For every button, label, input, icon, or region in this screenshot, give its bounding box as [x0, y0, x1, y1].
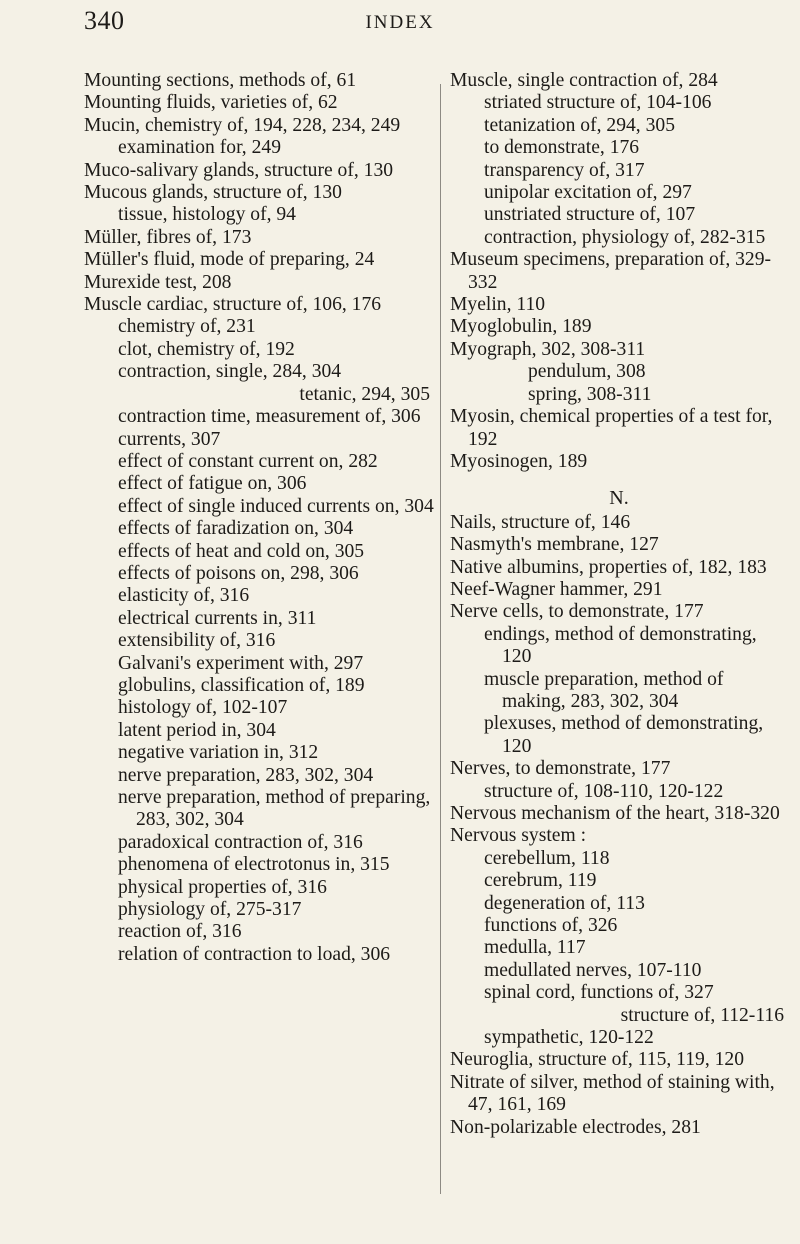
- index-entry: Nerve cells, to demonstrate, 177: [450, 601, 704, 623]
- index-subentry: unipolar excitation of, 297: [484, 182, 692, 204]
- index-entry: Myelin, 110: [450, 294, 546, 316]
- index-subentry: effects of poisons on, 298, 306: [118, 562, 359, 584]
- index-subentry: sympathetic, 120-122: [484, 1027, 654, 1049]
- index-entry: Nasmyth's membrane, 127: [450, 534, 659, 556]
- index-entry: Mounting fluids, varieties of, 62: [84, 92, 338, 114]
- index-entry: Nervous system :: [450, 825, 587, 847]
- page-header: [0, 6, 800, 46]
- index-subentry: unstriated structure of, 107: [484, 204, 696, 226]
- index-subentry: nerve preparation, method of preparing, 283, 302, 304: [118, 787, 431, 831]
- index-subentry: paradoxical contraction of, 316: [118, 831, 363, 853]
- index-subentry: cerebellum, 118: [484, 847, 610, 869]
- index-subentry: transparency of, 317: [484, 159, 645, 181]
- index-subentry: contraction time, measurement of, 306: [118, 406, 421, 428]
- index-subentry: effect of fatigue on, 306: [118, 473, 307, 495]
- column-divider: [440, 84, 441, 1194]
- index-entry: Nerves, to demonstrate, 177: [450, 758, 671, 780]
- index-entry: Neef-Wagner hammer, 291: [450, 578, 663, 600]
- index-subentry: contraction, single, 284, 304: [118, 361, 342, 383]
- index-subentry: currents, 307: [118, 428, 221, 450]
- index-entry: Mucous glands, structure of, 130: [84, 182, 342, 204]
- index-subentry: structure of, 108-110, 120-122: [484, 780, 724, 802]
- index-entry: Muscle cardiac, structure of, 106, 176: [84, 294, 382, 316]
- index-subentry: medullated nerves, 107-110: [484, 959, 702, 981]
- index-entry: Myosinogen, 189: [450, 450, 588, 472]
- index-subentry: tetanization of, 294, 305: [484, 114, 675, 136]
- index-entry: Myosin, chemical properties of a test for, 192: [450, 406, 773, 450]
- index-subentry: phenomena of electrotonus in, 315: [118, 854, 390, 876]
- index-entry: Non-polarizable electrodes, 281: [450, 1116, 701, 1138]
- index-subentry: endings, method of demonstrating, 120: [484, 623, 757, 668]
- index-entry: Nervous mechanism of the heart, 318-320: [450, 803, 780, 824]
- index-subentry: spring, 308-311: [528, 383, 652, 405]
- index-subentry: reaction of, 316: [118, 921, 242, 943]
- index-subentry: latent period in, 304: [118, 719, 276, 741]
- index-subentry: medulla, 117: [484, 937, 586, 959]
- index-entry: Nitrate of silver, method of staining with, 47, 161, 169: [450, 1071, 775, 1116]
- index-entry: Muscle, single contraction of, 284: [450, 70, 718, 91]
- index-subentry: elasticity of, 316: [118, 585, 250, 607]
- index-column-right: [450, 70, 788, 1139]
- index-subentry: striated structure of, 104-106: [484, 92, 712, 114]
- index-subentry: relation of contraction to load, 306: [118, 943, 391, 965]
- index-entry: Müller's fluid, mode of preparing, 24: [84, 249, 375, 271]
- index-entry: Mounting sections, methods of, 61: [84, 70, 357, 91]
- index-subentry: cerebrum, 119: [484, 870, 597, 892]
- index-subentry: physiology of, 275-317: [118, 899, 302, 921]
- index-entry: Native albumins, properties of, 182, 183: [450, 556, 767, 578]
- index-subentry: plexuses, method of demonstrating, 120: [484, 713, 764, 757]
- index-subentry: contraction, physiology of, 282-315: [484, 226, 766, 248]
- index-subentry: electrical currents in, 311: [118, 607, 317, 629]
- index-entry: Muco-salivary glands, structure of, 130: [84, 159, 394, 181]
- index-subentry: effect of constant current on, 282: [118, 450, 378, 472]
- index-entry: Mucin, chemistry of, 194, 228, 234, 249: [84, 114, 401, 136]
- index-subentry: functions of, 326: [484, 915, 618, 937]
- page-number: 340: [84, 6, 125, 35]
- index-entry: Neuroglia, structure of, 115, 119, 120: [450, 1049, 745, 1071]
- index-column-left: [84, 70, 434, 966]
- index-subentry: tetanic, 294, 305: [299, 383, 430, 405]
- index-subentry: nerve preparation, 283, 302, 304: [118, 764, 374, 786]
- index-subentry: examination for, 249: [118, 137, 281, 159]
- index-entry: Museum specimens, preparation of, 329-332: [450, 249, 772, 293]
- index-subentry: pendulum, 308: [528, 361, 646, 383]
- index-entry: Müller, fibres of, 173: [84, 226, 252, 248]
- running-title: INDEX: [365, 12, 435, 33]
- index-subentry: physical properties of, 316: [118, 876, 327, 898]
- index-subentry: effects of faradization on, 304: [118, 518, 354, 540]
- index-subentry: extensibility of, 316: [118, 630, 276, 652]
- index-subentry: muscle preparation, method of making, 283, 302, 304: [484, 668, 724, 712]
- section-letter-heading: N.: [609, 487, 629, 510]
- index-subentry: effect of single induced currents on, 304: [118, 495, 434, 517]
- index-subentry: histology of, 102-107: [118, 697, 288, 719]
- index-entry: Myoglobulin, 189: [450, 316, 592, 338]
- index-subentry: effects of heat and cold on, 305: [118, 540, 365, 562]
- index-subentry: degeneration of, 113: [484, 892, 645, 914]
- index-subentry: clot, chemistry of, 192: [118, 338, 295, 360]
- index-subentry: structure of, 112-116: [620, 1004, 784, 1026]
- index-subentry: tissue, histology of, 94: [118, 204, 296, 226]
- index-subentry: spinal cord, functions of, 327: [484, 982, 714, 1004]
- index-entry: Murexide test, 208: [84, 271, 232, 293]
- index-subentry: to demonstrate, 176: [484, 137, 640, 159]
- index-entry: Myograph, 302, 308-311: [450, 338, 646, 360]
- index-subentry: negative variation in, 312: [118, 742, 319, 764]
- index-subentry: globulins, classification of, 189: [118, 674, 365, 696]
- index-entry: Nails, structure of, 146: [450, 511, 631, 533]
- index-subentry: chemistry of, 231: [118, 316, 256, 338]
- index-subentry: Galvani's experiment with, 297: [118, 652, 364, 674]
